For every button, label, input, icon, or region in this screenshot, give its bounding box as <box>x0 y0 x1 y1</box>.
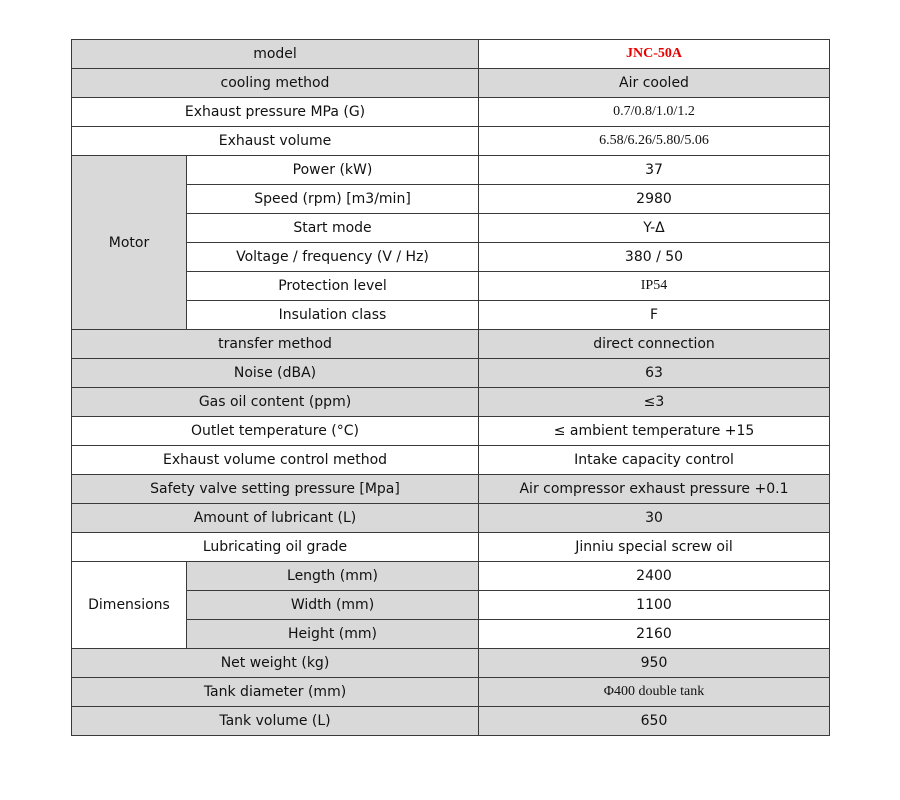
motor-group-label: Motor <box>72 156 187 330</box>
noise-label: Noise (dBA) <box>72 359 479 388</box>
table-row <box>72 504 830 533</box>
table-row <box>72 446 830 475</box>
net-weight-label: Net weight (kg) <box>72 649 479 678</box>
table-row <box>72 359 830 388</box>
dimensions-width-value: 1100 <box>479 591 830 620</box>
exhaust-pressure-value: 0.7/0.8/1.0/1.2 <box>479 98 830 127</box>
exhaust-volume-value: 6.58/6.26/5.80/5.06 <box>479 127 830 156</box>
safety-valve-value: Air compressor exhaust pressure +0.1 <box>479 475 830 504</box>
outlet-temp-label: Outlet temperature (°C) <box>72 417 479 446</box>
net-weight-value: 950 <box>479 649 830 678</box>
exhaust-pressure-label: Exhaust pressure MPa (G) <box>72 98 479 127</box>
noise-value: 63 <box>479 359 830 388</box>
dimensions-length-value: 2400 <box>479 562 830 591</box>
table-row <box>72 330 830 359</box>
motor-speed-value: 2980 <box>479 185 830 214</box>
table-row <box>72 533 830 562</box>
table-row <box>72 388 830 417</box>
motor-power-value: 37 <box>479 156 830 185</box>
table-row <box>72 69 830 98</box>
model-label: model <box>72 40 479 69</box>
motor-voltage-label: Voltage / frequency (V / Hz) <box>187 243 479 272</box>
table-row <box>72 678 830 707</box>
dimensions-group-label: Dimensions <box>72 562 187 649</box>
tank-diameter-label: Tank diameter (mm) <box>72 678 479 707</box>
oil-grade-value: Jinniu special screw oil <box>479 533 830 562</box>
lubricant-amount-value: 30 <box>479 504 830 533</box>
oil-grade-label: Lubricating oil grade <box>72 533 479 562</box>
transfer-method-label: transfer method <box>72 330 479 359</box>
table-row <box>72 127 830 156</box>
motor-start-mode-value: Y-Δ <box>479 214 830 243</box>
table-row <box>72 40 830 69</box>
motor-protection-value: IP54 <box>479 272 830 301</box>
motor-protection-label: Protection level <box>187 272 479 301</box>
exhaust-control-value: Intake capacity control <box>479 446 830 475</box>
exhaust-volume-label: Exhaust volume <box>72 127 479 156</box>
table-row <box>72 707 830 736</box>
dimensions-height-value: 2160 <box>479 620 830 649</box>
motor-power-label: Power (kW) <box>187 156 479 185</box>
cooling-method-value: Air cooled <box>479 69 830 98</box>
lubricant-amount-label: Amount of lubricant (L) <box>72 504 479 533</box>
motor-insulation-value: F <box>479 301 830 330</box>
spec-table <box>71 39 830 736</box>
motor-start-mode-label: Start mode <box>187 214 479 243</box>
safety-valve-label: Safety valve setting pressure [Mpa] <box>72 475 479 504</box>
table-row <box>72 562 830 591</box>
table-row <box>72 649 830 678</box>
tank-volume-value: 650 <box>479 707 830 736</box>
outlet-temp-value: ≤ ambient temperature +15 <box>479 417 830 446</box>
gas-oil-value: ≤3 <box>479 388 830 417</box>
transfer-method-value: direct connection <box>479 330 830 359</box>
motor-voltage-value: 380 / 50 <box>479 243 830 272</box>
dimensions-height-label: Height (mm) <box>187 620 479 649</box>
motor-insulation-label: Insulation class <box>187 301 479 330</box>
dimensions-length-label: Length (mm) <box>187 562 479 591</box>
tank-diameter-value: Φ400 double tank <box>479 678 830 707</box>
exhaust-control-label: Exhaust volume control method <box>72 446 479 475</box>
model-value: JNC-50A <box>479 40 830 69</box>
cooling-method-label: cooling method <box>72 69 479 98</box>
dimensions-width-label: Width (mm) <box>187 591 479 620</box>
tank-volume-label: Tank volume (L) <box>72 707 479 736</box>
table-row <box>72 417 830 446</box>
table-row <box>72 98 830 127</box>
motor-speed-label: Speed (rpm) [m3/min] <box>187 185 479 214</box>
gas-oil-label: Gas oil content (ppm) <box>72 388 479 417</box>
table-row <box>72 475 830 504</box>
table-row <box>72 156 830 185</box>
